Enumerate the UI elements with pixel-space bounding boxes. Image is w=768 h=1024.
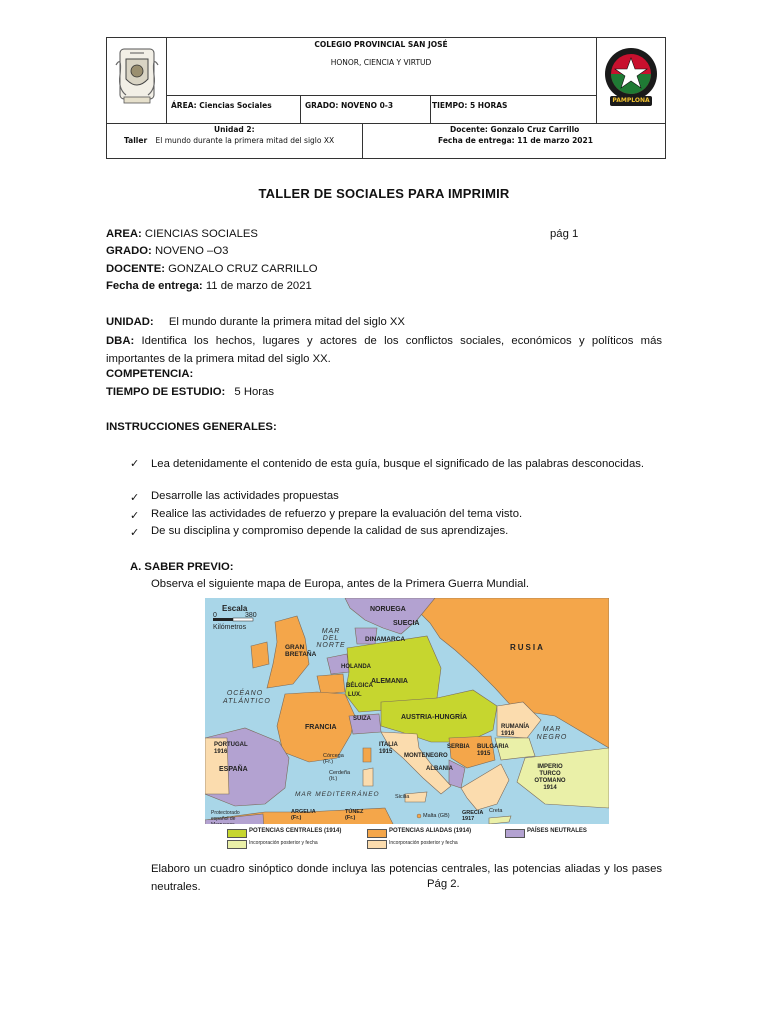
grado-label: GRADO:	[106, 245, 152, 257]
saber-previo-intro: Observa el siguiente mapa de Europa, antes de la Primera Guerra Mundial.	[151, 578, 530, 590]
map-label-suiza: SUIZA	[353, 716, 371, 722]
grado-value: NOVENO –O3	[154, 245, 229, 257]
checkmark-icon: ✓	[130, 492, 140, 504]
legend-aliadas: POTENCIAS ALIADAS (1914)	[389, 828, 472, 834]
legend-swatch-aliadas	[367, 829, 387, 838]
map-label-malta: Malta (GB)	[423, 813, 450, 819]
header-docente: Docente: Gonzalo Cruz Carrillo	[450, 125, 580, 134]
map-label-gran-bretana: GRAN BRETAÑA	[285, 644, 317, 658]
map-label-belgica: BÉLGICA	[346, 683, 373, 689]
map-legend	[205, 824, 609, 854]
map-label-suecia: SUECIA	[393, 620, 420, 627]
map-label-oceano: OCÉANO ATLÁNTICO	[223, 690, 271, 705]
map-label-grecia: GRECIA 1917	[462, 810, 484, 822]
map-label-albania: ALBANIA	[426, 766, 453, 772]
school-crest-logo	[112, 45, 162, 109]
school-motto: HONOR, CIENCIA Y VIRTUD	[330, 58, 432, 67]
header-fecha: Fecha de entrega: 11 de marzo 2021	[438, 136, 593, 145]
map-label-mar-negro: MAR NEGRO	[536, 726, 568, 741]
page-number-1: pág 1	[550, 228, 579, 240]
pamplona-label: PAMPLONA	[612, 97, 650, 104]
legend-swatch-aliadas-incorp	[367, 840, 387, 849]
list-item: Realice las actividades de refuerzo y prepare la evaluación del tema visto.	[151, 508, 523, 520]
competencia-label: COMPETENCIA:	[106, 368, 194, 380]
map-label-cerdena: Cerdeña (It.)	[329, 770, 351, 782]
legend-swatch-neutrales	[505, 829, 525, 838]
area-value: CIENCIAS SOCIALES	[144, 228, 258, 240]
map-label-mar-norte: MAR DEL NORTE	[316, 628, 346, 649]
header-taller-text: El mundo durante la primera mitad del siglo XX	[155, 136, 335, 145]
map-label-mediterraneo: MAR MEDITERRÁNEO	[295, 791, 380, 798]
map-label-rusia: RUSIA	[510, 643, 545, 652]
legend-neutrales: PAÍSES NEUTRALES	[527, 828, 587, 834]
map-label-noruega: NORUEGA	[370, 606, 406, 613]
map-label-protectorado: Protectorado español de	[211, 810, 240, 822]
map-label-lux: LUX.	[348, 692, 362, 698]
legend-aliadas-incorp: Incorporación posterior y fecha	[389, 840, 458, 846]
checkmark-icon: ✓	[130, 510, 140, 522]
map-label-francia: FRANCIA	[305, 724, 337, 731]
legend-central: POTENCIAS CENTRALES (1914)	[249, 828, 342, 834]
page-number-2: Pág 2.	[427, 878, 460, 890]
docente-value: GONZALO CRUZ CARRILLO	[168, 263, 318, 275]
header-grado: GRADO: NOVENO 0-3	[305, 101, 394, 110]
legend-swatch-central-incorp	[227, 840, 247, 849]
legend-central-incorp: Incorporación posterior y fecha	[249, 840, 318, 846]
area-label: AREA:	[106, 228, 142, 240]
school-name: COLEGIO PROVINCIAL SAN JOSÉ	[314, 40, 448, 49]
dba-value: Identifica los hechos, lugares y actores de los conflictos sociales, económicos y políticos más importantes de la primera mitad del siglo XX.	[106, 335, 662, 365]
pamplona-badge-logo	[602, 44, 660, 110]
saber-previo-closing: Elaboro un cuadro sinóptico donde incluya las potencias centrales, las potencias aliadas y los pases neutrales.	[151, 863, 662, 893]
map-label-imperio: IMPERIO TURCO OTOMANO 1914	[534, 764, 566, 791]
map-label-espana: ESPAÑA	[219, 766, 248, 773]
list-item: De su disciplina y compromiso depende la calidad de sus aprendizajes.	[151, 525, 509, 537]
tiempo-estudio-value: 5 Horas	[234, 386, 274, 398]
unidad-label: UNIDAD:	[106, 316, 154, 328]
fecha-label: Fecha de entrega:	[106, 280, 203, 292]
checkmark-icon: ✓	[130, 527, 140, 539]
map-label-italia: ITALIA 1915	[379, 742, 398, 755]
map-label-austria: AUSTRIA-HUNGRÍA	[401, 714, 468, 721]
map-label-tunez: TÚNEZ (Fr.)	[345, 809, 364, 821]
map-label-portugal: PORTUGAL 1916	[214, 742, 248, 755]
map-label-bulgaria: BULGARIA 1915	[477, 744, 509, 757]
map-label-sicilia: Sicilia	[395, 794, 410, 800]
map-label-dinamarca: DINAMARCA	[365, 636, 406, 643]
map-label-serbia: SERBIA	[447, 744, 470, 750]
legend-swatch-central	[227, 829, 247, 838]
document-title: TALLER DE SOCIALES PARA IMPRIMIR	[258, 186, 510, 201]
list-item: Desarrolle las actividades propuestas	[151, 490, 339, 502]
dba-label: DBA:	[106, 335, 135, 347]
europe-1914-map	[205, 598, 609, 854]
tiempo-estudio-label: TIEMPO DE ESTUDIO:	[106, 386, 226, 398]
map-label-montenegro: MONTENEGRO	[404, 753, 448, 759]
map-scale-title: Escala	[222, 604, 248, 613]
saber-previo-heading: A. SABER PREVIO:	[130, 561, 234, 573]
fecha-value: 11 de marzo de 2021	[205, 280, 312, 292]
header-unidad: Unidad 2:	[214, 125, 255, 134]
header-tiempo: TIEMPO: 5 HORAS	[432, 101, 508, 110]
map-scale-unit: Kilómetros	[213, 624, 247, 631]
docente-label: DOCENTE:	[106, 263, 165, 275]
instrucciones-heading: INSTRUCCIONES GENERALES:	[106, 421, 277, 433]
map-label-corcega: Córcega (Fr.)	[323, 753, 344, 765]
map-label-rumania: RUMANÍA 1916	[501, 724, 530, 737]
map-scale-max: 380	[245, 612, 257, 619]
checkmark-icon: ✓	[130, 458, 140, 470]
unidad-value: El mundo durante la primera mitad del siglo XX	[168, 316, 405, 328]
map-label-creta: Creta	[489, 808, 503, 814]
list-item: Lea detenidamente el contenido de esta guía, busque el significado de las palabras desconocidas.	[151, 458, 645, 470]
header-taller-label: Taller	[124, 136, 148, 145]
map-scale-zero: 0	[213, 612, 217, 619]
map-label-holanda: HOLANDA	[341, 664, 371, 670]
map-label-argelia: ARGELIA (Fr.)	[291, 809, 316, 821]
header-area: ÁREA: Ciencias Sociales	[171, 101, 272, 110]
map-label-alemania: ALEMANIA	[371, 678, 408, 685]
